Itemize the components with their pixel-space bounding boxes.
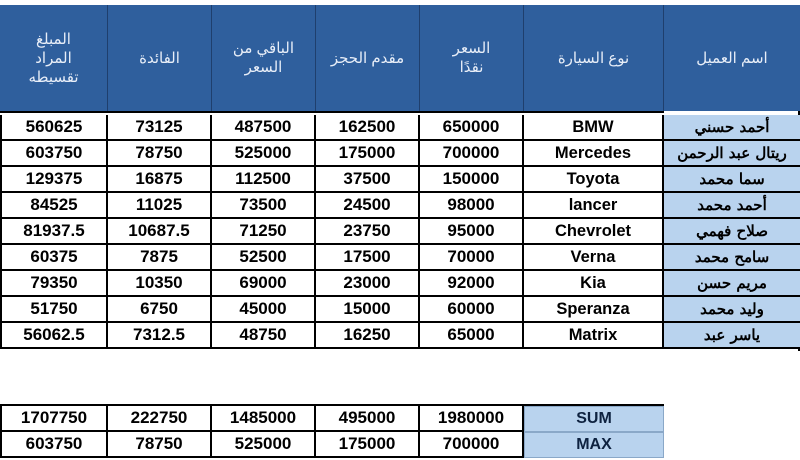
cell-car-type[interactable]: Mercedes [524, 141, 664, 167]
table-row [0, 193, 800, 219]
cell-cash-price[interactable]: 70000 [420, 245, 524, 271]
table-row [0, 141, 800, 167]
header-deposit[interactable]: مقدم الحجز [316, 5, 420, 111]
cell-interest[interactable]: 7875 [108, 245, 212, 271]
table-row [0, 323, 800, 349]
cell-financed[interactable]: 603750 [0, 141, 108, 167]
cell-car-type[interactable]: lancer [524, 193, 664, 219]
cell-remaining[interactable]: 48750 [212, 323, 316, 349]
cell-deposit[interactable]: 16250 [316, 323, 420, 349]
cell-remaining[interactable]: 112500 [212, 167, 316, 193]
table-row [0, 271, 800, 297]
cell-remaining[interactable]: 525000 [212, 141, 316, 167]
table-row [0, 167, 800, 193]
cell-deposit[interactable]: 162500 [316, 115, 420, 141]
cell-car-type[interactable]: Speranza [524, 297, 664, 323]
header-interest[interactable]: الفائدة [108, 5, 212, 111]
cell-cash-price[interactable]: 95000 [420, 219, 524, 245]
cell-deposit[interactable]: 24500 [316, 193, 420, 219]
cell-remaining[interactable]: 45000 [212, 297, 316, 323]
cell-car-type[interactable]: Verna [524, 245, 664, 271]
cell-car-type[interactable]: Chevrolet [524, 219, 664, 245]
cell-financed[interactable]: 79350 [0, 271, 108, 297]
table-top-border [0, 111, 664, 113]
cell-interest[interactable]: 6750 [108, 297, 212, 323]
cell-interest[interactable]: 78750 [108, 141, 212, 167]
cell-remaining[interactable]: 69000 [212, 271, 316, 297]
cell-cash-price[interactable]: 700000 [420, 141, 524, 167]
cell-sum-interest[interactable]: 222750 [108, 406, 212, 432]
cell-deposit[interactable]: 23750 [316, 219, 420, 245]
max-label-cell[interactable]: MAX [524, 432, 664, 458]
table-row [0, 297, 800, 323]
cell-car-type[interactable]: BMW [524, 115, 664, 141]
cell-cash-price[interactable]: 650000 [420, 115, 524, 141]
header-financed-text: المبلغ المراد تقسيطه [28, 30, 79, 86]
table-row [0, 245, 800, 271]
cell-cash-price[interactable]: 92000 [420, 271, 524, 297]
cell-customer-name[interactable]: ياسر عبد [664, 323, 800, 349]
cell-deposit[interactable]: 175000 [316, 141, 420, 167]
table-row [0, 115, 800, 141]
cell-deposit[interactable]: 23000 [316, 271, 420, 297]
cell-customer-name[interactable]: سما محمد [664, 167, 800, 193]
cell-sum-financed[interactable]: 1707750 [0, 406, 108, 432]
header-cash-price[interactable] [420, 5, 524, 111]
cell-deposit[interactable]: 37500 [316, 167, 420, 193]
header-financed-amount[interactable] [0, 5, 108, 111]
cell-max-interest[interactable]: 78750 [108, 432, 212, 458]
cell-car-type[interactable]: Matrix [524, 323, 664, 349]
header-customer-name[interactable]: اسم العميل [664, 5, 800, 111]
cell-remaining[interactable]: 487500 [212, 115, 316, 141]
cell-max-cash-price[interactable]: 700000 [420, 432, 524, 458]
header-remaining[interactable] [212, 5, 316, 111]
cell-interest[interactable]: 10687.5 [108, 219, 212, 245]
cell-interest[interactable]: 10350 [108, 271, 212, 297]
cell-remaining[interactable]: 73500 [212, 193, 316, 219]
cell-cash-price[interactable]: 60000 [420, 297, 524, 323]
cell-financed[interactable]: 51750 [0, 297, 108, 323]
cell-car-type[interactable]: Kia [524, 271, 664, 297]
cell-cash-price[interactable]: 98000 [420, 193, 524, 219]
cell-customer-name[interactable]: أحمد محمد [664, 193, 800, 219]
cell-financed[interactable]: 129375 [0, 167, 108, 193]
cell-financed[interactable]: 560625 [0, 115, 108, 141]
cell-interest[interactable]: 16875 [108, 167, 212, 193]
cell-customer-name[interactable]: مريم حسن [664, 271, 800, 297]
cell-customer-name[interactable]: صلاح فهمي [664, 219, 800, 245]
cell-sum-deposit[interactable]: 495000 [316, 406, 420, 432]
cell-deposit[interactable]: 15000 [316, 297, 420, 323]
cell-max-remaining[interactable]: 525000 [212, 432, 316, 458]
cell-sum-remaining[interactable]: 1485000 [212, 406, 316, 432]
cell-financed[interactable]: 56062.5 [0, 323, 108, 349]
cell-customer-name[interactable]: وليد محمد [664, 297, 800, 323]
sum-label-cell[interactable]: SUM [524, 406, 664, 432]
cell-interest[interactable]: 11025 [108, 193, 212, 219]
cell-cash-price[interactable]: 65000 [420, 323, 524, 349]
header-cash-text: السعر نقدًا [452, 40, 491, 76]
cell-customer-name[interactable]: أحمد حسني [664, 115, 800, 141]
summary-row-max [0, 432, 800, 458]
cell-financed[interactable]: 81937.5 [0, 219, 108, 245]
cell-customer-name[interactable]: ريتال عبد الرحمن [664, 141, 800, 167]
cell-interest[interactable]: 7312.5 [108, 323, 212, 349]
cell-financed[interactable]: 84525 [0, 193, 108, 219]
cell-customer-name[interactable]: سامح محمد [664, 245, 800, 271]
cell-cash-price[interactable]: 150000 [420, 167, 524, 193]
cell-interest[interactable]: 73125 [108, 115, 212, 141]
cell-deposit[interactable]: 17500 [316, 245, 420, 271]
cell-sum-cash-price[interactable]: 1980000 [420, 406, 524, 432]
cell-max-financed[interactable]: 603750 [0, 432, 108, 458]
table-row [0, 219, 800, 245]
cell-remaining[interactable]: 52500 [212, 245, 316, 271]
header-remaining-text: الباقي من السعر [232, 40, 295, 76]
summary-row-sum [0, 406, 800, 432]
cell-car-type[interactable]: Toyota [524, 167, 664, 193]
cell-financed[interactable]: 60375 [0, 245, 108, 271]
cell-remaining[interactable]: 71250 [212, 219, 316, 245]
header-car-type[interactable]: نوع السيارة [524, 5, 664, 111]
cell-max-deposit[interactable]: 175000 [316, 432, 420, 458]
